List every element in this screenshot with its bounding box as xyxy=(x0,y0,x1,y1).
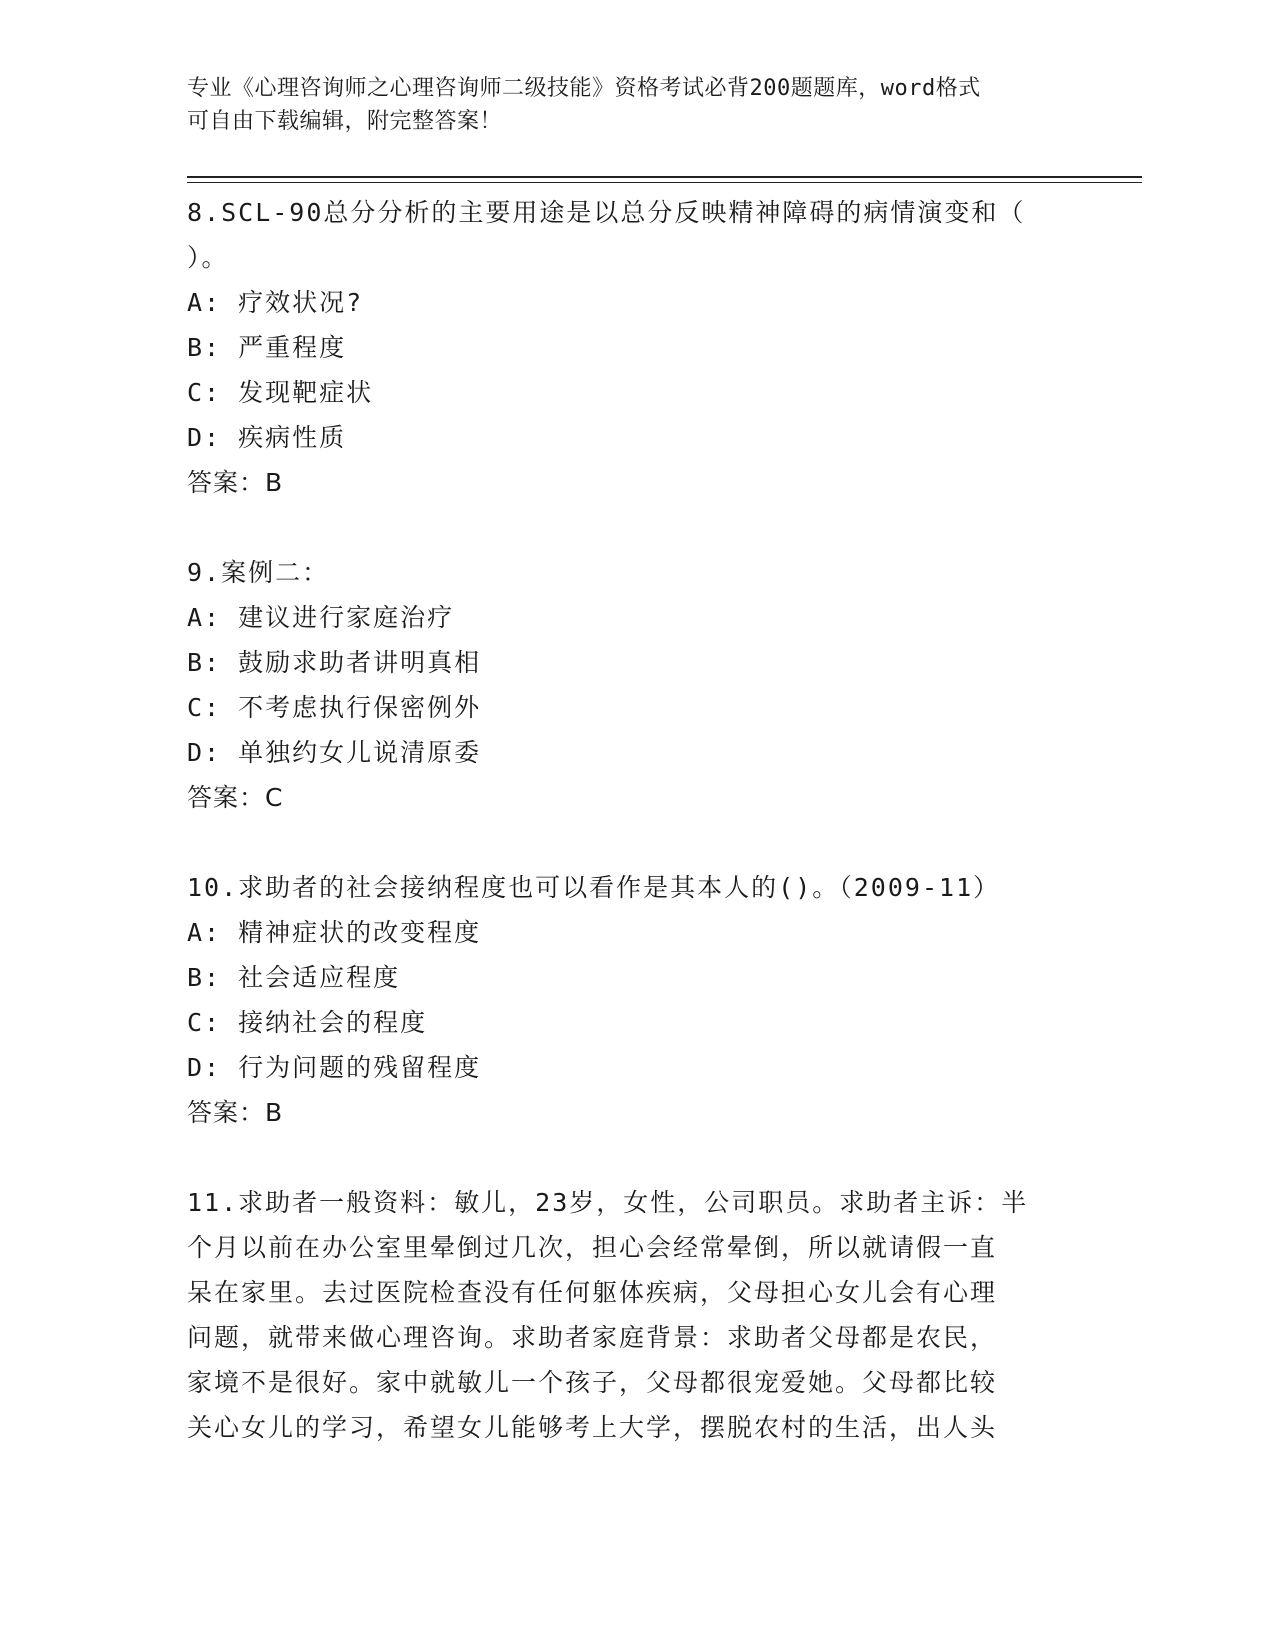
header-rule-thin xyxy=(187,182,1142,183)
question-list xyxy=(187,190,1087,1450)
question-stem-line: 个月以前在办公室里晕倒过几次，担心会经常晕倒，所以就请假一直 xyxy=(187,1233,998,1262)
question-stem-line: 呆在家里。去过医院检查没有任何躯体疾病，父母担心女儿会有心理 xyxy=(187,1278,998,1307)
option-a: A: 精神症状的改变程度 xyxy=(187,918,482,947)
question-stem-line: 11.求助者一般资料：敏儿，23岁，女性，公司职员。求助者主诉：半 xyxy=(187,1188,1029,1217)
answer-line: 答案：B xyxy=(187,1098,284,1127)
question-stem-line: ）。 xyxy=(187,243,229,272)
document-header xyxy=(187,72,1087,138)
question-stem-line: 8.SCL-90总分分析的主要用途是以总分反映精神障碍的病情演变和（ xyxy=(187,198,1026,227)
option-a: A: 建议进行家庭治疗 xyxy=(187,603,455,632)
header-line-1: 专业《心理咨询师之心理咨询师二级技能》资格考试必背200题题库，word格式 xyxy=(187,76,981,101)
option-b: B: 严重程度 xyxy=(187,333,347,362)
header-line-2: 可自由下载编辑，附完整答案！ xyxy=(187,109,503,134)
answer-line: 答案：C xyxy=(187,783,284,812)
answer-line: 答案：B xyxy=(187,468,284,497)
option-a: A: 疗效状况? xyxy=(187,288,364,317)
header-rule-thick xyxy=(187,176,1142,178)
option-b: B: 社会适应程度 xyxy=(187,963,401,992)
option-b: B: 鼓励求助者讲明真相 xyxy=(187,648,482,677)
question-spacer xyxy=(187,1135,1087,1180)
option-c: C: 不考虑执行保密例外 xyxy=(187,693,482,722)
option-c: C: 接纳社会的程度 xyxy=(187,1008,428,1037)
question-stem-line: 关心女儿的学习，希望女儿能够考上大学，摆脱农村的生活，出人头 xyxy=(187,1413,998,1442)
question-stem-line: 问题，就带来做心理咨询。求助者家庭背景：求助者父母都是农民， xyxy=(187,1323,998,1352)
question-10 xyxy=(187,865,1087,1135)
option-d: D: 疾病性质 xyxy=(187,423,347,452)
question-stem-line: 9.案例二： xyxy=(187,558,330,587)
option-d: D: 单独约女儿说清原委 xyxy=(187,738,482,767)
option-d: D: 行为问题的残留程度 xyxy=(187,1053,482,1082)
question-9 xyxy=(187,550,1087,820)
question-spacer xyxy=(187,505,1087,550)
option-c: C: 发现靶症状 xyxy=(187,378,374,407)
question-stem-line: 家境不是很好。家中就敏儿一个孩子，父母都很宠爱她。父母都比较 xyxy=(187,1368,998,1397)
question-stem-line: 10.求助者的社会接纳程度也可以看作是其本人的()。（2009-11） xyxy=(187,873,1001,902)
question-11 xyxy=(187,1180,1087,1450)
question-spacer xyxy=(187,820,1087,865)
question-8 xyxy=(187,190,1087,505)
